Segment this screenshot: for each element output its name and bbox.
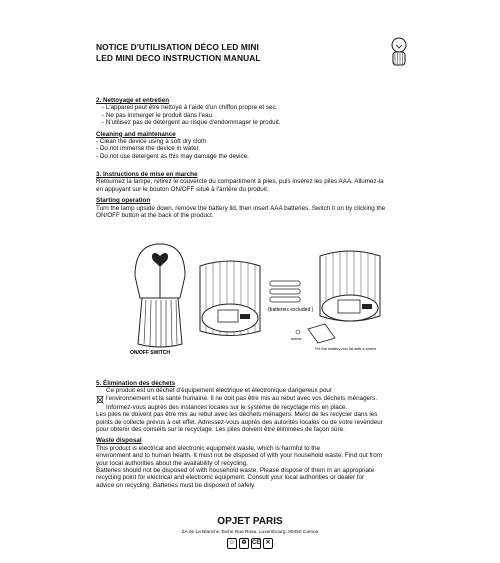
heading-disposal-fr: 5. Élimination des déchets bbox=[96, 380, 176, 387]
heading-cleaning-fr: 2. Nettoyage et entretien bbox=[96, 97, 170, 104]
brand-address: ZA de La Blanche Tache Rue Rosa, Luxembourg, 80450 Camon bbox=[181, 530, 319, 535]
lamp-logo-icon bbox=[390, 37, 408, 67]
section-cleaning bbox=[96, 97, 416, 160]
disposal-fr-text: l'environnement et la santé humaine. Il ne doit pas être mis au rebut avec vos déchets ménagers. bbox=[106, 394, 378, 402]
disposal-fr-line: Les piles ne doivent pas être mis au rebut avec les déchets ménagers. Merci de les recycler dans les bbox=[96, 411, 378, 419]
weee-bin-icon bbox=[96, 395, 104, 404]
weee-bin-icon: ✕ bbox=[263, 538, 273, 549]
battery-lid-illustration bbox=[308, 324, 335, 343]
disposal-en-line: This product is electrical and electronic equipment waste, which is harmful to the bbox=[96, 444, 320, 452]
heading-disposal-en: Waste disposal bbox=[96, 437, 142, 445]
battery-icon bbox=[270, 297, 300, 302]
disposal-fr-line: Ce produit est un déchet d'équipement électrique et électronique dangereux pour bbox=[106, 387, 332, 395]
cleaning-fr-line: - Ne pas immerger le produit dans l'eau. bbox=[102, 111, 214, 119]
disposal-en-line: advice on recycling. Batteries must be disposed of safely. bbox=[96, 481, 256, 489]
cleaning-en-line: - Clean the device using a soft dry cloth bbox=[96, 138, 207, 146]
switch-label: ON/OFF SWITCH bbox=[130, 350, 170, 356]
disposal-en-line: Batteries should not be disposed of with household waste. Please dispose of them in an appropriate bbox=[96, 467, 375, 475]
disposal-fr-line: points de collecte prévus à cet effet. Adressez-vous auprès des autorités locales ou de votre revendeur bbox=[96, 418, 383, 426]
battery-icon bbox=[270, 289, 300, 294]
cleaning-fr-line: - L'appareil peut être nettoyé à l'aide d'un chiffon propre et sec. bbox=[102, 104, 278, 112]
off-on-label: OFF ON bbox=[206, 313, 220, 317]
startup-fr-line: Retournez la lampe, retirez le couvercle du compartiment à piles, puis insérez les piles AAA. Allumez-la bbox=[96, 178, 384, 186]
disposal-en-line: recycling point for electrical and electronic equipment. Consult your local authorities or dealer for bbox=[96, 474, 365, 482]
title-french: NOTICE D'UTILISATION DÉCO LED MINI bbox=[96, 42, 259, 52]
disposal-fr-line: pour obtenir des conseils sur le recyclage. Les piles doivent être éliminées de façon sûre. bbox=[96, 426, 345, 434]
batteries-label: (batteries excluded ) bbox=[268, 307, 314, 313]
startup-en-line: ON/OFF button at the back of the product. bbox=[96, 212, 214, 220]
screw-label: screw bbox=[291, 336, 302, 341]
battery-installation-illustration bbox=[120, 236, 390, 361]
heading-startup-fr: 3. Instructions de mise en marche bbox=[96, 171, 198, 178]
heading-startup-en: Starting operation bbox=[96, 197, 151, 205]
startup-fr-line: en appuyant sur le bouton ON/OFF situé à l'arrière du produit. bbox=[96, 185, 269, 193]
heading-cleaning-en: Cleaning and maintenance bbox=[96, 130, 176, 138]
cleaning-fr-line: - N'utilisez pas de détergent au risque d'endommager le produit. bbox=[102, 119, 281, 127]
triman-icon: ☺ bbox=[227, 538, 237, 549]
lamp-underside-illustration bbox=[200, 261, 260, 336]
cleaning-en-line: - Do not immerse the device in water. bbox=[96, 145, 200, 153]
certification-icons bbox=[227, 538, 273, 549]
battery-icon bbox=[270, 281, 300, 286]
startup-en-line: Turn the lamp upside down, remove the battery lid, then insert AAA batteries. Switch it on by clicking the bbox=[96, 204, 386, 212]
lamp-base-illustration bbox=[320, 251, 380, 322]
cleaning-en-line: - Do not use detergent as this may damage the device. bbox=[96, 152, 249, 160]
heart-lamp-illustration bbox=[135, 244, 185, 347]
ce-icon: CE bbox=[251, 538, 261, 549]
disposal-en-line: environment and to human health. It must not be disposed of with your household waste. Find out from bbox=[96, 452, 382, 460]
screw-icon bbox=[296, 330, 300, 334]
title-english: LED MINI DECO INSTRUCTION MANUAL bbox=[96, 53, 261, 63]
brand-name: OPJET PARIS bbox=[217, 516, 283, 527]
recycle-icon: ♻ bbox=[239, 538, 249, 549]
disposal-fr-line bbox=[96, 395, 416, 404]
section-disposal bbox=[96, 380, 416, 489]
section-startup bbox=[96, 171, 416, 219]
disposal-en-line: your local authorities about the availability of recycling. bbox=[96, 459, 248, 467]
disposal-fr-line: Informez-vous auprès des instances locales sur le système de recyclage mis en place. bbox=[106, 403, 348, 411]
fix-lid-label: Fix the battery box lid with a screw bbox=[315, 346, 377, 351]
